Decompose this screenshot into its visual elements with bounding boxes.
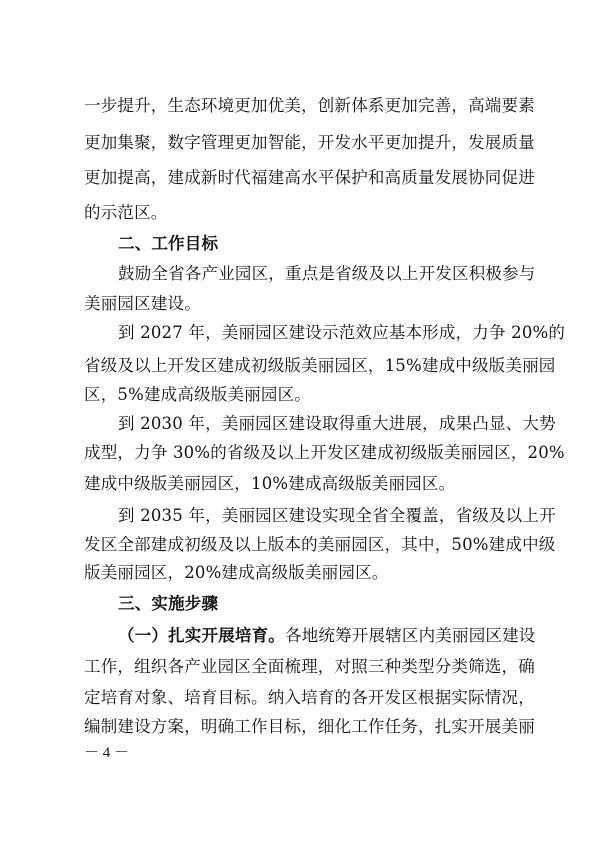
paragraph-line: 成型，力争 30%的省级及以上开发区建成初级版美丽园区，20% bbox=[84, 443, 565, 462]
paragraph-line: 到 2030 年，美丽园区建设取得重大进展，成果凸显、大势 bbox=[118, 414, 556, 433]
paragraph-line: 美丽园区建设。 bbox=[84, 294, 201, 313]
paragraph-line: 更加提高，建成新时代福建高水平保护和高质量发展协同促进 bbox=[84, 168, 535, 187]
paragraph-line bbox=[118, 626, 536, 646]
paragraph-line: 发区全部建成初级及以上版本的美丽园区，其中，50%建成中级 bbox=[84, 535, 556, 554]
paragraph-text: 各地统筹开展辖区内美丽园区建设 bbox=[285, 626, 536, 645]
paragraph-line: 的示范区。 bbox=[84, 203, 168, 222]
paragraph-line: 建成中级版美丽园区，10%建成高级版美丽园区。 bbox=[84, 474, 456, 493]
page-number: － 4 － bbox=[84, 745, 130, 761]
paragraph-line: 鼓励全省各产业园区，重点是省级及以上开发区积极参与 bbox=[118, 264, 536, 283]
paragraph-line: 更加集聚，数字管理更加智能，开发水平更加提升，发展质量 bbox=[84, 133, 535, 152]
subheading-cultivation: （一）扎实开展培育。 bbox=[118, 626, 285, 645]
paragraph-line: 编制建设方案，明确工作目标，细化工作任务，扎实开展美丽 bbox=[84, 717, 535, 736]
paragraph-line: 工作，组织各产业园区全面梳理，对照三种类型分类筛选，确 bbox=[84, 657, 535, 676]
paragraph-line: 区，5%建成高级版美丽园区。 bbox=[84, 385, 311, 404]
paragraph-line: 到 2035 年，美丽园区建设实现全省全覆盖，省级及以上开 bbox=[118, 506, 556, 525]
paragraph-line: 到 2027 年，美丽园区建设示范效应基本形成，力争 20%的 bbox=[118, 323, 566, 342]
paragraph-line: 省级及以上开发区建成初级版美丽园区，15%建成中级版美丽园 bbox=[84, 356, 556, 375]
paragraph-line: 版美丽园区，20%建成高级版美丽园区。 bbox=[84, 563, 389, 582]
paragraph-line: 定培育对象、培育目标。纳入培育的各开发区根据实际情况， bbox=[84, 688, 535, 707]
section-heading-goals: 二、工作目标 bbox=[118, 234, 219, 253]
section-heading-steps: 三、实施步骤 bbox=[118, 594, 219, 613]
paragraph-line: 一步提升，生态环境更加优美，创新体系更加完善，高端要素 bbox=[84, 96, 535, 115]
